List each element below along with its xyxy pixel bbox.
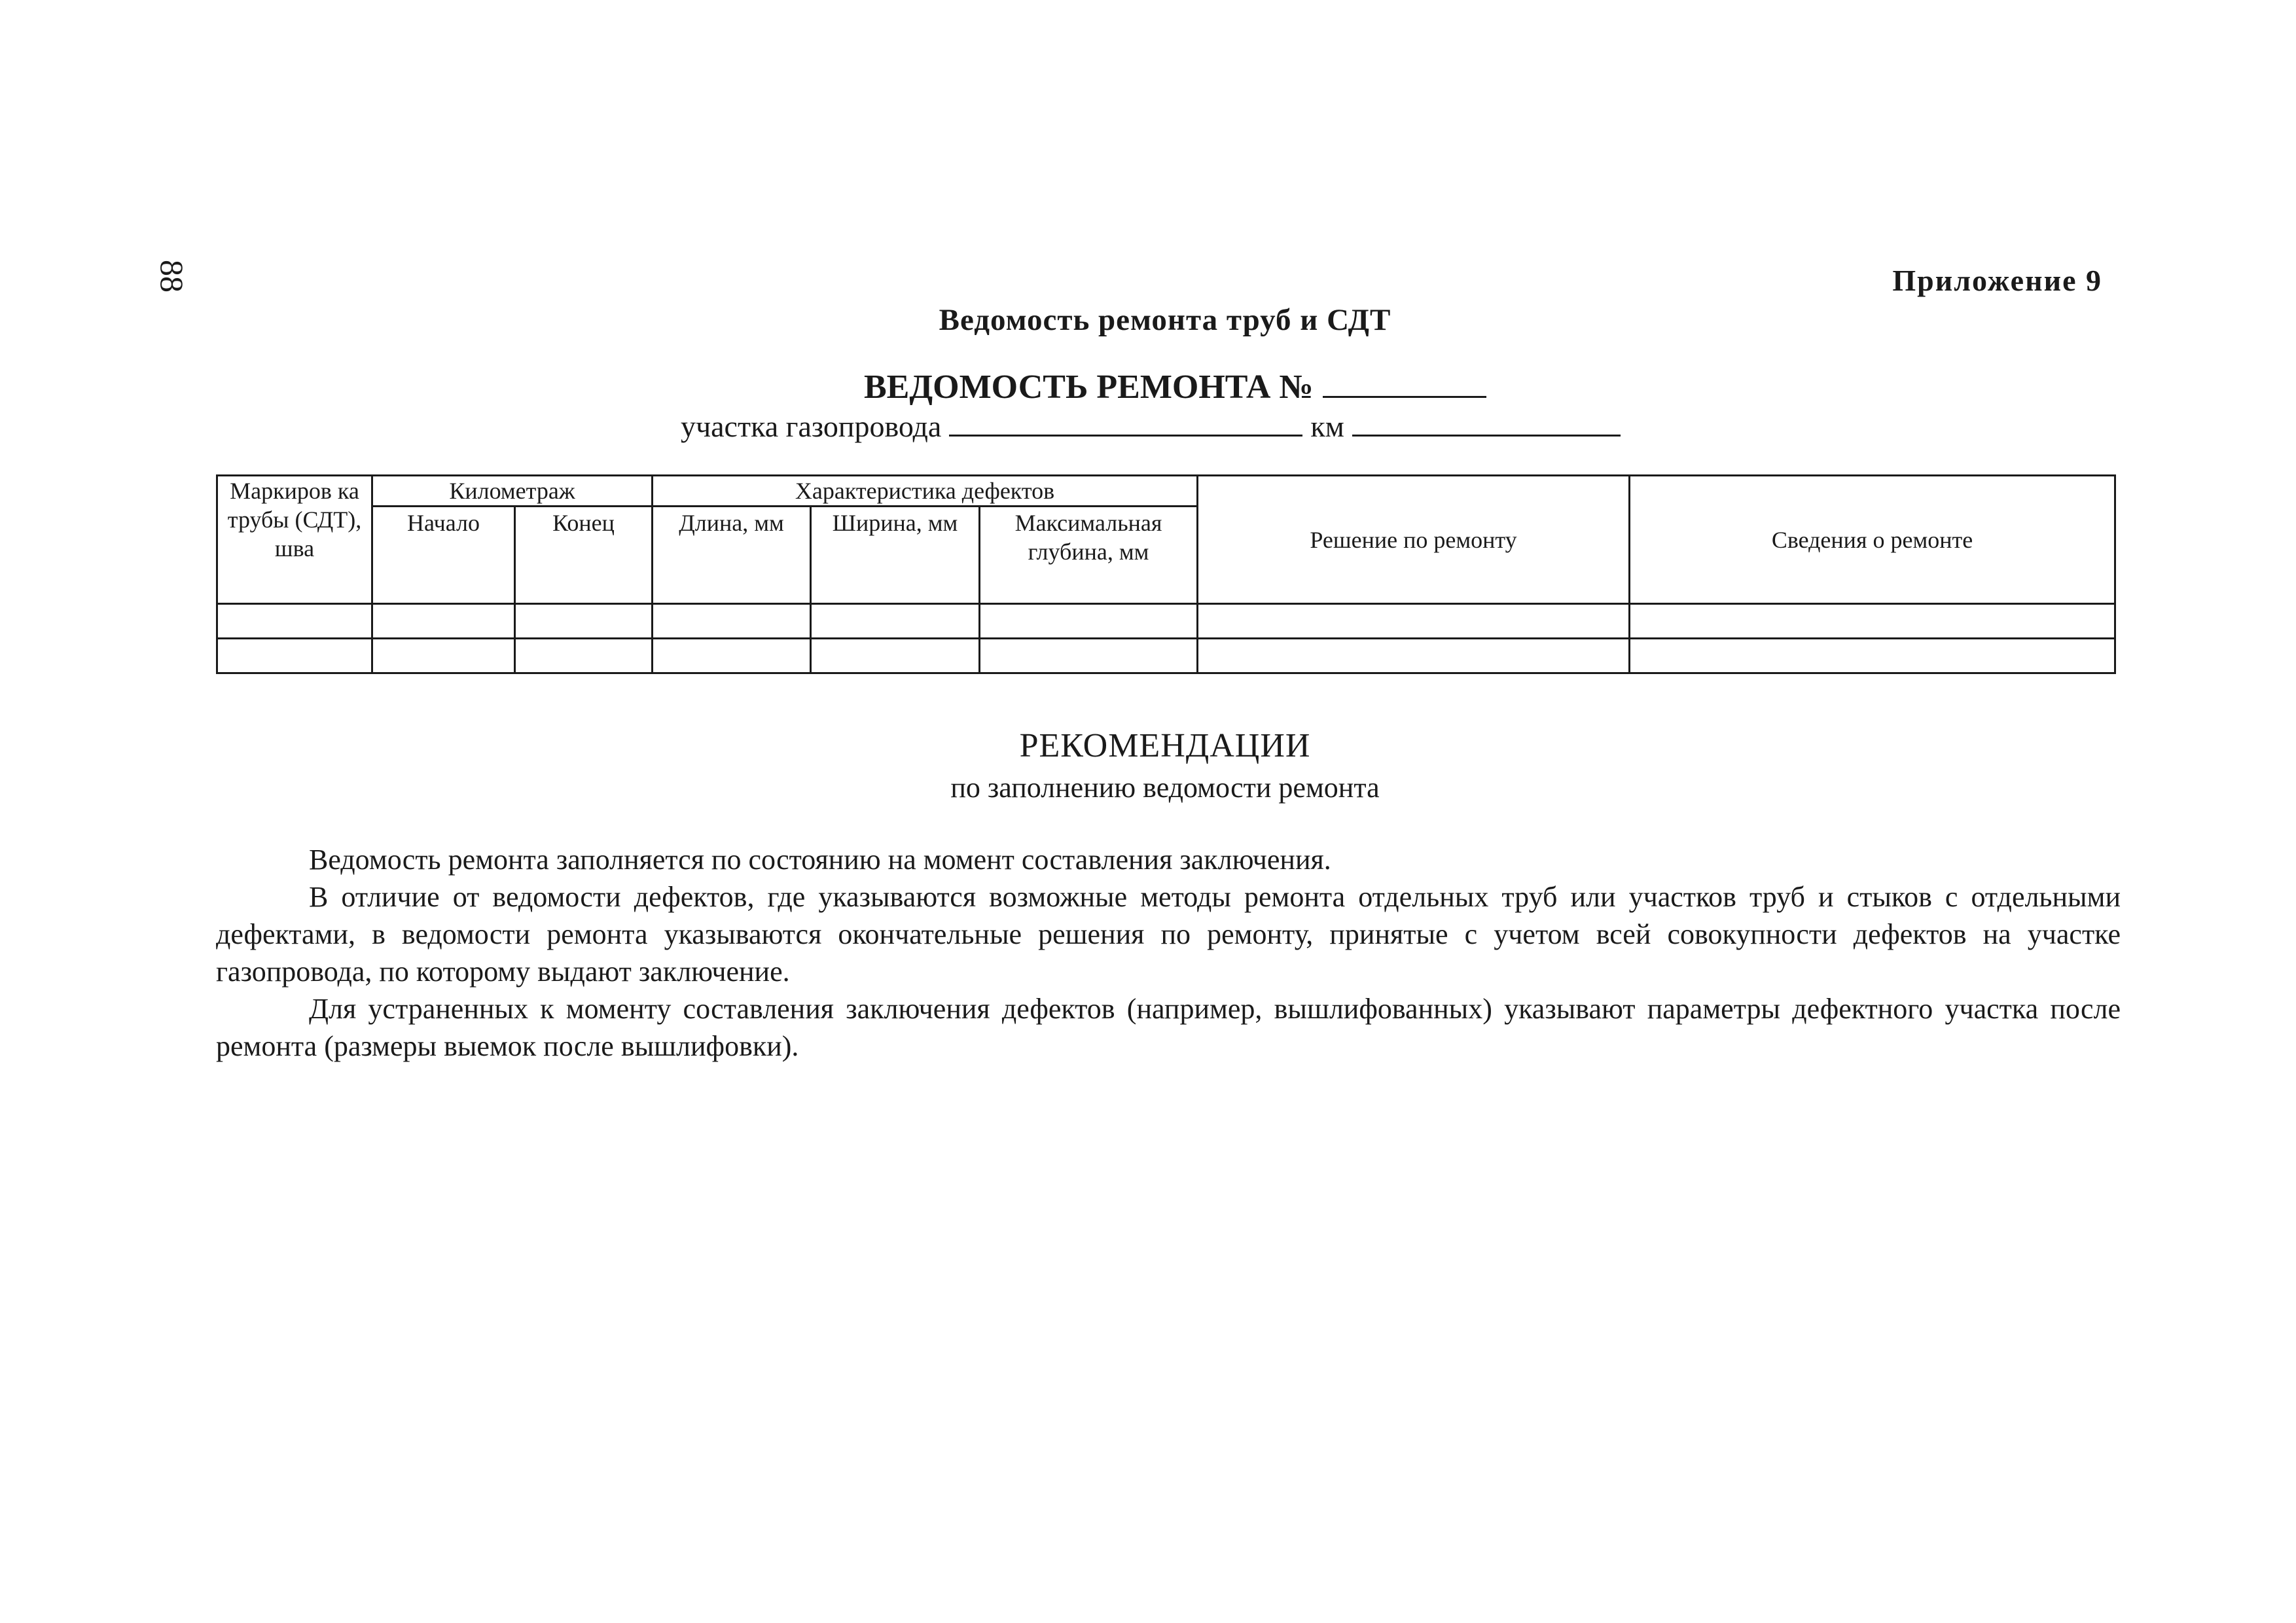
table-cell[interactable] <box>1198 604 1630 639</box>
section-line <box>681 409 1621 444</box>
recommendations-subtitle: по заполнению ведомости ремонта <box>950 772 1380 804</box>
table-row <box>217 639 2115 673</box>
table-cell[interactable] <box>1630 604 2115 639</box>
table-cell[interactable] <box>811 639 980 673</box>
header-defects-group: Характеристика дефектов <box>653 476 1198 507</box>
header-width: Ширина, мм <box>811 507 980 604</box>
table-cell[interactable] <box>372 604 515 639</box>
table-header-group-row <box>217 476 2115 507</box>
km-label: км <box>1310 410 1344 443</box>
table-cell[interactable] <box>217 604 372 639</box>
table-row <box>217 604 2115 639</box>
table-cell[interactable] <box>811 604 980 639</box>
section-blank <box>949 411 1302 437</box>
header-marking: Маркиров ка трубы (СДТ), шва <box>217 476 372 604</box>
paragraph-1: Ведомость ремонта заполняется по состоянию на момент составления заключения. <box>309 844 1331 876</box>
page-number: 88 <box>154 260 190 293</box>
form-title <box>864 368 1486 406</box>
appendix-label: Приложение 9 <box>1892 264 2102 297</box>
header-decision: Решение по ремонту <box>1198 476 1630 604</box>
table-cell[interactable] <box>217 639 372 673</box>
table-cell[interactable] <box>1198 639 1630 673</box>
paragraph-2: В отличие от ведомости дефектов, где указываются возможные методы ремонта отдельных труб или участков труб и стыков с отдельными дефектами, в ведомости ремонта указываются окончательные решения по ремонту, принятые с учетом всей совокупности дефектов на участке газопровода, по которому выдают заключение. <box>216 881 2121 988</box>
recommendations-body <box>216 841 2121 1065</box>
section-label: участка газопровода <box>681 410 942 443</box>
table-cell[interactable] <box>1630 639 2115 673</box>
header-start: Начало <box>372 507 515 604</box>
repair-table <box>216 474 2116 674</box>
document-title: Ведомость ремонта труб и СДТ <box>939 303 1391 337</box>
table-cell[interactable] <box>515 639 653 673</box>
table-cell[interactable] <box>653 639 811 673</box>
paragraph-3: Для устраненных к моменту составления заключения дефектов (например, вышлифованных) указывают параметры дефектного участка после ремонта (размеры выемок после вышлифовки). <box>216 993 2121 1062</box>
table-cell[interactable] <box>372 639 515 673</box>
recommendations-title: РЕКОМЕНДАЦИИ <box>1019 727 1311 764</box>
header-end: Конец <box>515 507 653 604</box>
form-title-text: ВЕДОМОСТЬ РЕМОНТА № <box>864 368 1314 406</box>
header-length: Длина, мм <box>653 507 811 604</box>
header-km-group: Километраж <box>372 476 653 507</box>
header-depth: Максимальная глубина, мм <box>980 507 1198 604</box>
km-blank <box>1352 411 1621 437</box>
table-cell[interactable] <box>653 604 811 639</box>
table-cell[interactable] <box>980 604 1198 639</box>
table-cell[interactable] <box>515 604 653 639</box>
form-number-blank <box>1323 370 1486 398</box>
header-info: Сведения о ремонте <box>1630 476 2115 604</box>
table-cell[interactable] <box>980 639 1198 673</box>
